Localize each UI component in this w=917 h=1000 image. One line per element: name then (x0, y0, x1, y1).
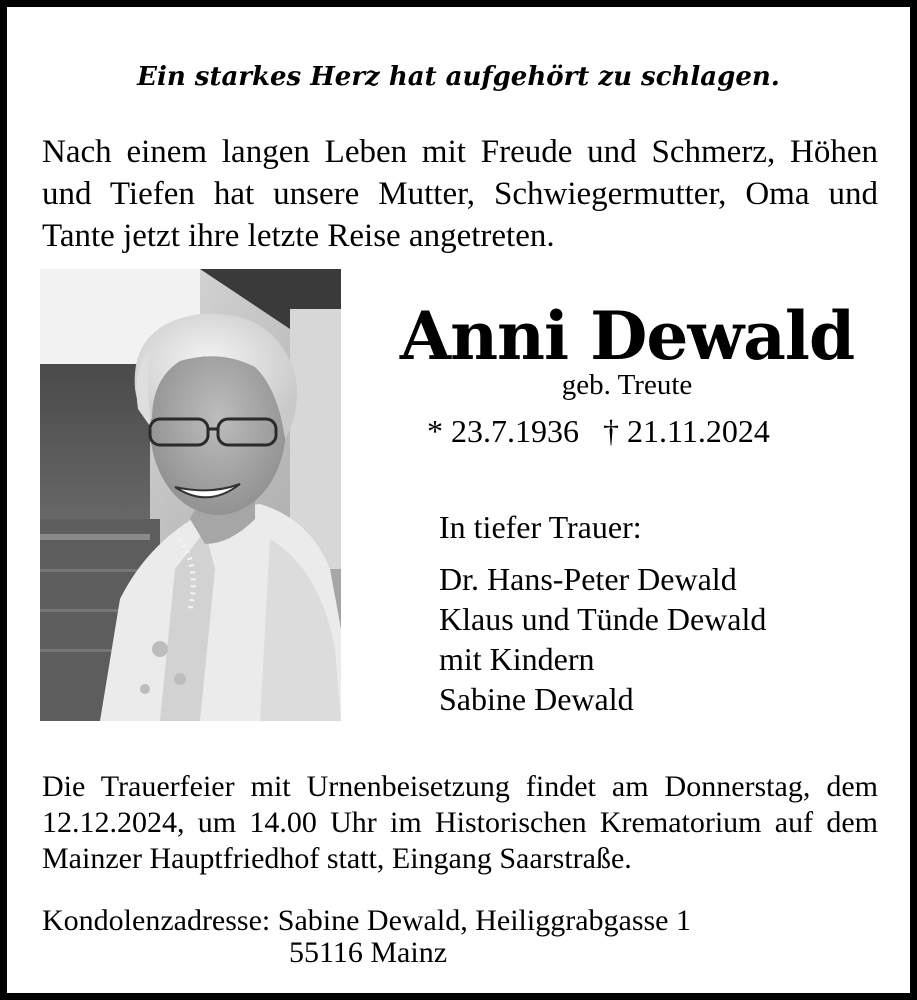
heading-quote: Ein starkes Herz hat aufgehört zu schlagen. (137, 62, 780, 92)
birth-date: * 23.7.1936 (427, 413, 579, 449)
condolence-address (42, 905, 691, 969)
mourning-label: In tiefer Trauer: (439, 509, 642, 545)
birth-name: geb. Treute (561, 369, 693, 401)
intro-text: Nach einem langen Leben mit Freude und Schmerz, Höhen und Tiefen hat unsere Mutter, Schwiegermutter, Oma und Tante jetzt ihre letzte Reise angetreten. (42, 134, 878, 254)
mourner-name: Dr. Hans-Peter Dewald (439, 561, 737, 597)
death-date: † 21.11.2024 (603, 413, 770, 449)
condolence-label: Kondolenzadresse: (42, 904, 271, 937)
portrait-photo (40, 269, 341, 721)
mourner-name: Sabine Dewald (439, 681, 634, 717)
life-dates (427, 413, 770, 450)
deceased-name: Anni Dewald (399, 297, 855, 375)
mourner-name: Klaus und Tünde Dewald (439, 601, 767, 637)
condolence-line-2: 55116 Mainz (289, 936, 448, 969)
condolence-line-1: Sabine Dewald, Heiliggrabgasse 1 (277, 904, 691, 937)
mourner-name: mit Kindern (439, 641, 595, 677)
mourner-list (439, 559, 766, 719)
funeral-info: Die Trauerfeier mit Urnenbeisetzung findet am Donnerstag, dem 12.12.2024, um 14.00 Uhr im Historischen Krematorium auf dem Mainzer Hauptfriedhof statt, Eingang Saarstraße. (42, 770, 878, 875)
